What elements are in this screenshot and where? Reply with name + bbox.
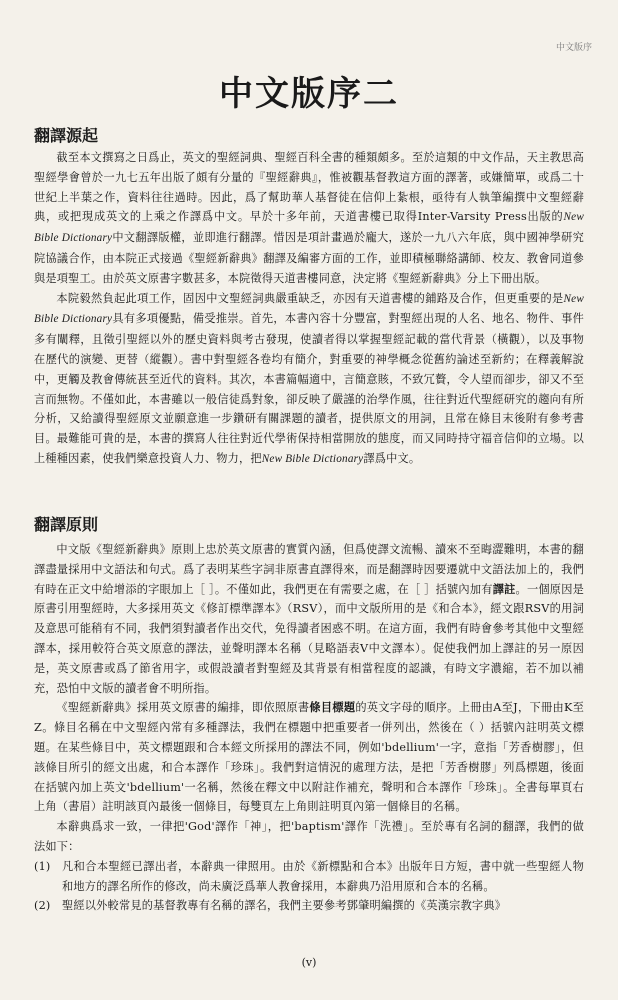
book-title-text: New Bible Dictionary (261, 452, 364, 465)
running-head: 中文版序 (555, 43, 592, 53)
list-item (34, 896, 584, 916)
text-run: 中文版《聖經新辭典》原則上忠於英文原書的實質內涵，但爲使譯文流暢、讀來不至晦澀難明，本書的翻譯盡量採用中文語法和句式。爲了表明某些字詞非原書直譯得來，而是翻譯時因要遷就中文語法加上的，我們有時在正文中給增添的字眼加上［ ］。不僅如此，我們更在有需要之處，在［ ］括號內加有 (34, 543, 584, 596)
section-body-translation-origin (34, 148, 584, 470)
emphasis-text: 譯註 (492, 581, 516, 596)
text-run: 截至本文撰寫之日爲止，英文的聖經詞典、聖經百科全書的種類頗多。至於這類的中文作品，天主教思高聖經學會曾於一九七五年出版了頗有分量的『聖經辭典』，惟被觀基督教這方面的譯著，或嫌簡單，或爲二十世紀上半葉之作，資料往往過時。因此，爲了幫助華人基督徒在信仰上紮根，亟待有人執筆編撰中文聖經辭典，或把現成英文的上乘之作譯爲中文。早於十多年前，天道書樓已取得Inter-Varsity Press出版的 (34, 151, 584, 224)
paragraph (34, 540, 584, 698)
text-run: 中文翻譯版權，並即進行翻譯。惜因是項計畫過於龐大，遂於一九八六年底，與中國神學研究院協議合作，由本院正式接過《聖經新辭典》翻譯及編審方面的工作，並即積極聯絡講師、校友、教會同道參與是項聖工。由於英文原書字數甚多，本院徵得天道書樓同意，決定將《聖經新辭典》分上下冊出版。 (34, 231, 585, 285)
text-run: 《聖經新辭典》採用英文原書的編排，即依照原書 (56, 701, 310, 715)
paragraph (34, 698, 584, 817)
section-heading-translation-principles: 翻譯原則 (34, 515, 99, 534)
list-item-number: (2) (34, 899, 51, 913)
page-title: 中文版序二 (219, 74, 399, 114)
paragraph (34, 148, 584, 289)
text-run: 本院毅然負起此項工作，固因中文聖經詞典嚴重缺乏，亦因有天道書樓的鋪路及合作，但更重要的是 (56, 291, 564, 305)
text-run: 的英文字母的順序。上冊由A至J，下冊由K至Z。條目名稱在中文聖經內常有多種譯法，我們在標題中把重要者一併列出，然後在（ ）括號內註明英文標題。在某些條目中，英文標題跟和合本經文所採用的譯法不同，例如'bdellium'一字，意指「芳香樹膠」，但該條目所引的經文出處，和合本譯作「珍珠」。我們對這情況的處理方法，是把「芳香樹膠」列爲標題，後面在括號內加上英文'bdellium'一名稱，然後在釋文中以附註作補充，聲明和合本譯作「珍珠」。全書每單頁右上角（書眉）註明該頁內最後一個條目，每雙頁左上角則註明頁內第一個條目的名稱。 (34, 701, 585, 814)
emphasis-text: 條目標題 (309, 700, 356, 715)
list-item-number: (1) (34, 859, 51, 873)
text-run: 。一個原因是原書引用聖經時，大多採用英文《修訂標準譯本》（RSV），而中文版所用的是《和合本》，經文跟RSV的用詞及意思可能稍有不同，我們須對讀者作出交代，免得讀者困惑不明。在這方面，我們有時會參考其他中文聖經譯本，採用較符合英文原意的譯法，並聲明譯本名稱（見略語表V中文譯本）。促使我們加上譯註的另一原因是，英文原書或爲了節省用字，或假設讀者對聖經及其背景有相當程度的認識，有時文字濃縮，若不加以補充，恐怕中文版的讀者會不明所指。 (34, 582, 585, 695)
proper-noun-rules-list (34, 857, 584, 916)
list-item (34, 857, 584, 897)
paragraph (34, 289, 584, 470)
list-item-text: 聖經以外較常見的基督教專有名稱的譯名，我們主要參考鄧肇明編撰的《英漢宗教字典》 (62, 899, 507, 913)
text-run: 本辭典爲求一致，一律把'God'譯作「神」，把'baptism'譯作「洗禮」。至於專有名詞的翻譯，我們的做法如下： (34, 820, 584, 853)
book-title-text: New Bible Dictionary (34, 292, 584, 326)
section-body-translation-principles (34, 540, 584, 916)
text-run: 具有多項優點，備受推崇。首先，本書內容十分豐富，對聖經出現的人名、地名、物件、事件多有闡釋，且徵引聖經以外的歷史資料與考古發現，使讀者得以掌握聖經記載的當代背景（橫觀），以及事物在歷代的演變、更替（縱觀）。書中對聖經各卷均有簡介，對重要的神學概念從舊約論述至新約；在釋義解說中，更觸及教會傳統甚至近代的資料。其次，本書篇幅適中，言簡意賅，不致冗贅，令人望而卻步，卻又不至言而無物。不僅如此，本書雖以一般信徒爲對象，卻反映了嚴謹的治學作風，往往對近代聖經研究的趨向有所分析，又給讀得聖經原文並願意進一步鑽研有關課題的讀者，提供原文的用詞，且常在條目末後附有參考書目。最難能可貴的是，本書的撰寫人往往對近代學術保持相當開放的態度，而又同時持守福音信仰的立場。以上種種因素，使我們樂意投資人力、物力，把 (34, 312, 585, 465)
list-item-text: 凡和合本聖經已譯出者，本辭典一律照用。由於《新標點和合本》出版年日方短，書中就一些聖經人物和地方的譯名所作的修改，尚未廣泛爲華人教會採用，本辭典乃沿用原和合本的名稱。 (62, 859, 584, 893)
section-heading-translation-origin: 翻譯源起 (34, 126, 99, 145)
paragraph (34, 817, 584, 857)
book-title-text: New Bible Dictionary (34, 211, 584, 245)
page-number: (v) (301, 956, 317, 969)
text-run: 譯爲中文。 (363, 451, 421, 465)
